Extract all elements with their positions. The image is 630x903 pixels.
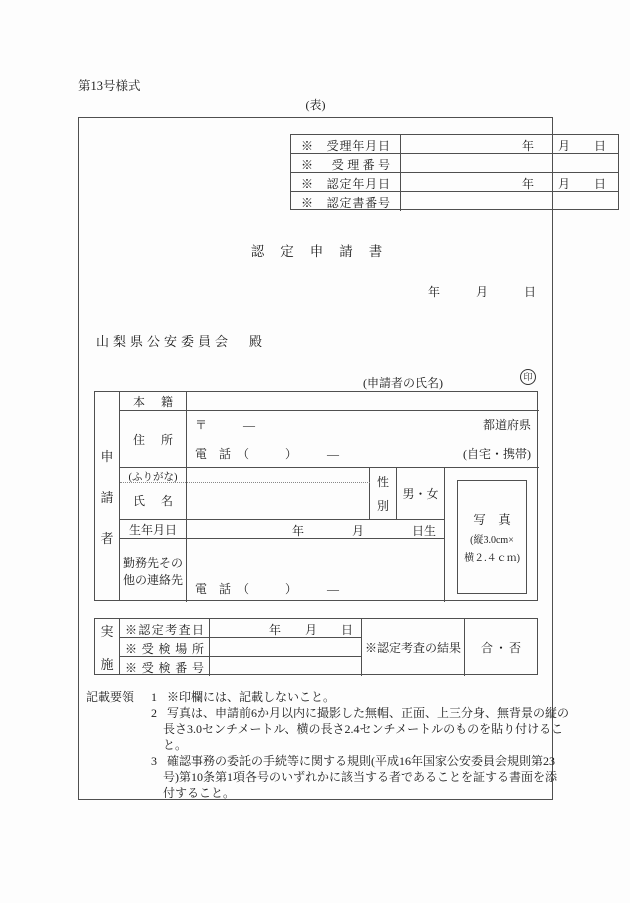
exam-date-label: ※認定考査日 (120, 619, 210, 638)
exam-number-value (210, 657, 362, 676)
note-text: 確認事務の委託の手続等に関する規則(平成16年国家公安委員会規則第23 (167, 754, 555, 768)
implementation-table (94, 618, 538, 675)
sex-options-cell (397, 468, 445, 520)
phone-type-note: (自宅・携帯) (463, 447, 531, 461)
application-date-line: 年 月 日 (427, 285, 536, 299)
address-label: 住所 (133, 432, 173, 447)
address-field (187, 411, 539, 468)
applicant-name-label: (申請者の氏名) (363, 376, 443, 390)
notes-label: 記載要領 (86, 690, 135, 704)
birthdate-label-cell (120, 520, 187, 539)
honseki-label-cell (120, 392, 187, 411)
seal-mark-icon: 印 (520, 369, 536, 385)
prefecture-suffix: 都道府県 (482, 418, 531, 432)
name-field (187, 468, 370, 520)
honseki-label: 本籍 (133, 394, 173, 409)
photo-size-line1: (縦3.0cm× (470, 535, 514, 546)
postal-code-prefix: 〒 — (195, 418, 256, 432)
exam-result-label: ※認定考査の結果 (362, 619, 465, 676)
furigana-label: (ふりがな) (128, 472, 178, 483)
note-text: ※印欄には、記載しないこと。 (167, 690, 336, 704)
certificate-number-value (401, 192, 618, 211)
note-item-3 (151, 753, 555, 769)
sex-char: 別 (376, 499, 389, 513)
note-item-2 (151, 705, 569, 721)
exam-number-label: ※受検番号 (120, 657, 210, 676)
form-outer-border (78, 117, 606, 800)
certification-date-label: ※ 認定年月日 (291, 173, 401, 191)
name-label: 氏名 (133, 493, 173, 508)
workplace-label-line2: 他の連絡先 (122, 573, 183, 587)
office-use-table (290, 134, 619, 210)
receipt-date-label: ※ 受理年月日 (291, 135, 401, 153)
header-char: 実 (100, 623, 114, 639)
header-char: 請 (100, 489, 114, 505)
birthdate-label: 生年月日 (128, 522, 177, 537)
workplace-field (187, 539, 445, 602)
birthdate-field: 年 月 日生 (187, 520, 445, 539)
work-phone-line: 電 話 （ ） — (195, 582, 340, 596)
note-text: 長さ3.0センチメートル、横の長さ2.4センチメートルのものを貼り付けるこ (163, 722, 564, 736)
form-number: 第13号様式 (78, 79, 141, 93)
honseki-field (187, 392, 539, 411)
sex-char: 性 (376, 475, 389, 489)
page-title: 認定申請書 (250, 244, 399, 259)
name-label-cell (120, 468, 187, 520)
note-number: 3 (151, 754, 157, 768)
applicant-vertical-header (95, 392, 120, 600)
note-number: 2 (151, 706, 157, 720)
receipt-date-value: 年 月 日 (521, 139, 606, 153)
table-row (291, 154, 618, 173)
photo-box (457, 480, 527, 594)
table-row (291, 135, 618, 154)
address-label-cell (120, 411, 187, 468)
exam-result-value: 合・否 (480, 641, 523, 655)
implementation-vertical-header (95, 619, 120, 674)
note-number: 1 (151, 690, 157, 704)
photo-size-line2: 横２.４ｃｍ) (464, 553, 520, 564)
addressee: 山梨県公安委員会 殿 (96, 334, 267, 349)
exam-place-value (210, 638, 362, 657)
note-item-1 (151, 689, 335, 705)
sex-label-cell (370, 468, 397, 520)
note-text: と。 (163, 738, 188, 752)
applicant-table (94, 391, 538, 601)
side-label: (表) (305, 98, 326, 112)
workplace-label-cell (120, 539, 187, 602)
exam-place-label: ※受検場所 (120, 638, 210, 657)
note-text: 号)第10条第1項各号のいずれかに該当する者であることを証する書面を添 (163, 770, 557, 784)
table-row (291, 192, 618, 211)
photo-title: 写 真 (473, 513, 511, 527)
receipt-number-label: ※ 受理番号 (291, 154, 401, 172)
note-text: 付すること。 (163, 786, 236, 800)
home-phone-line: 電 話 （ ） — (195, 447, 340, 461)
note-text: 写真は、申請前6か月以内に撮影した無帽、正面、上三分身、無背景の縦の (167, 706, 570, 720)
header-char: 申 (100, 448, 114, 464)
exam-date-value: 年 月 日 (210, 619, 362, 638)
receipt-number-value (401, 154, 618, 172)
sex-options: 男・女 (402, 487, 439, 501)
certification-date-value: 年 月 日 (521, 177, 606, 191)
certificate-number-label: ※ 認定書番号 (291, 192, 401, 211)
header-char: 者 (100, 530, 114, 546)
table-row (291, 173, 618, 192)
header-char: 施 (100, 656, 114, 672)
photo-cell (445, 468, 539, 602)
furigana-divider (120, 482, 370, 483)
workplace-label-line1: 勤務先その (122, 556, 183, 570)
